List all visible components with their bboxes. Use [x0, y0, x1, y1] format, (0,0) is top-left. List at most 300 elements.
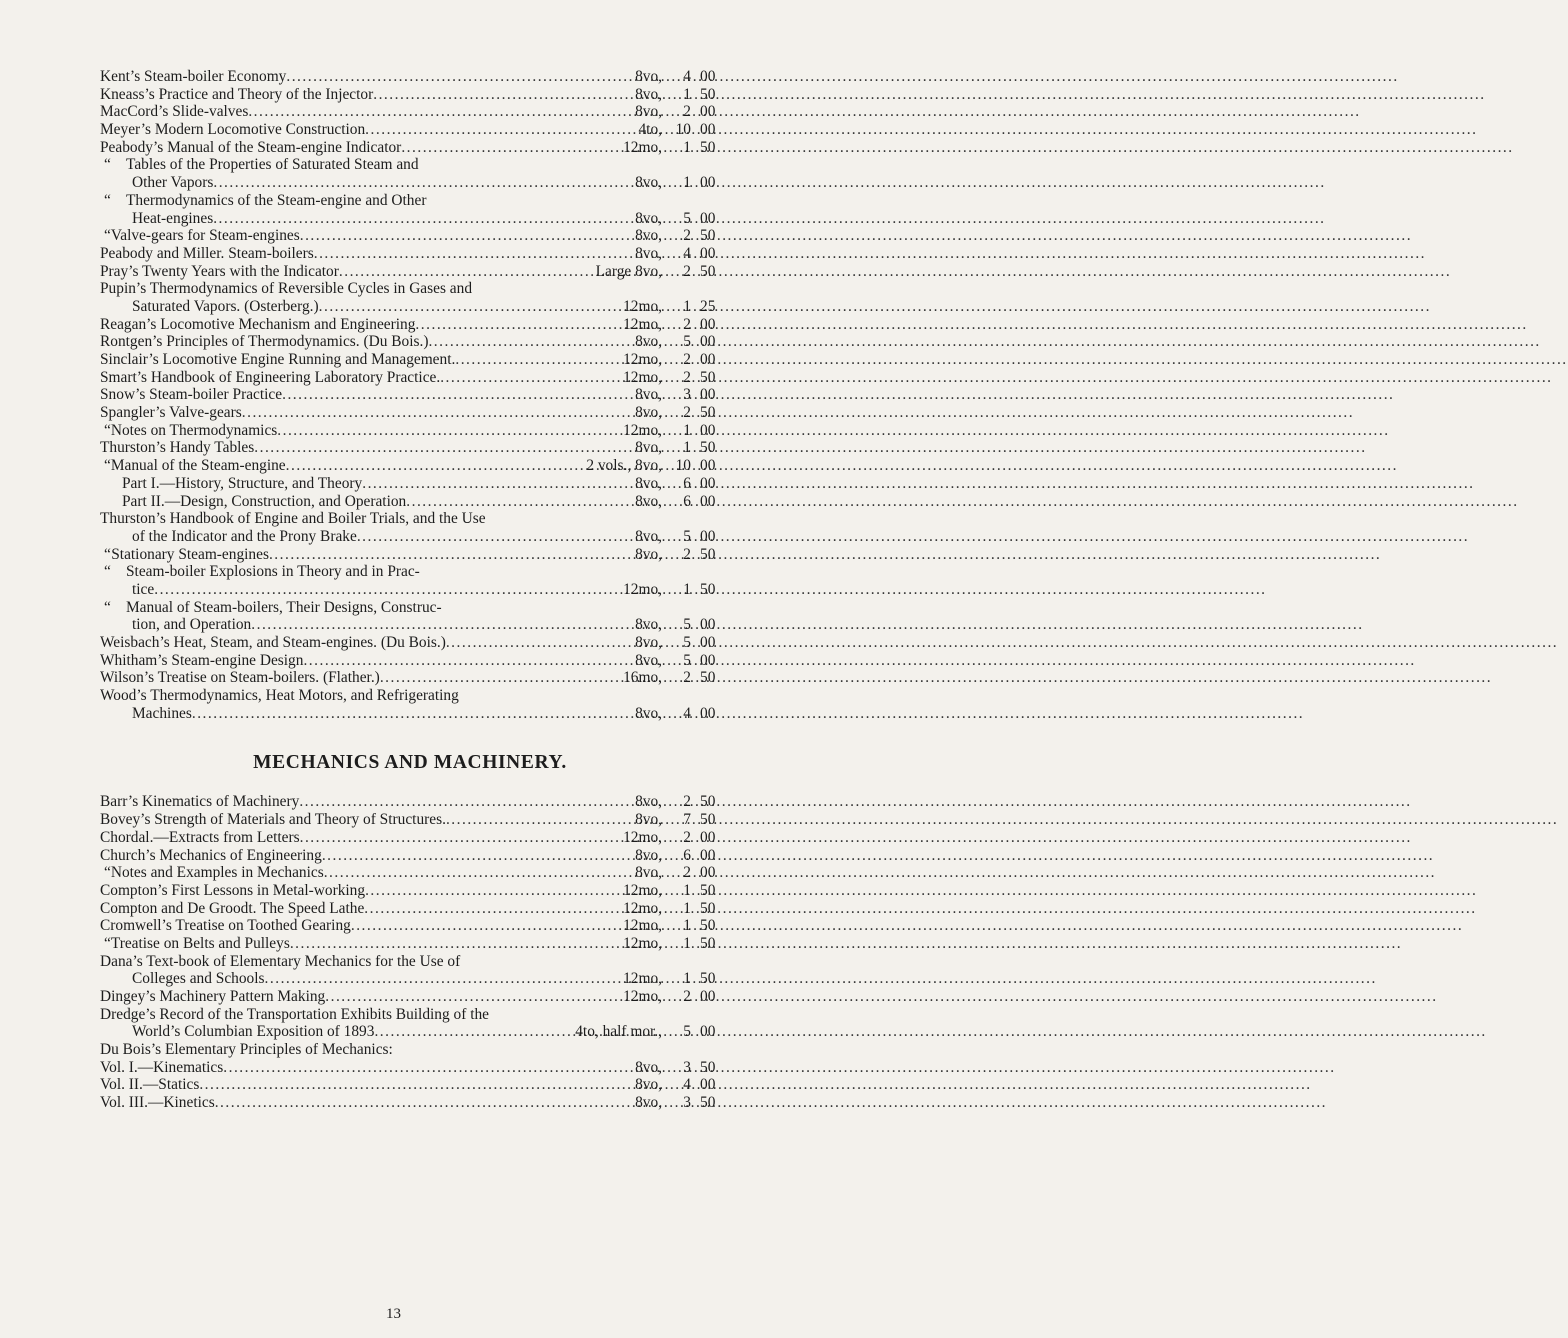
dot-leader — [446, 634, 635, 652]
price-cents: 00 — [700, 704, 716, 722]
price-cents: 00 — [700, 244, 716, 262]
price-dollars: 1 — [683, 138, 691, 156]
entry-price — [662, 493, 720, 511]
entry-title: Pray’s Twenty Years with the Indicator — [100, 262, 339, 280]
dot-leader — [154, 581, 623, 599]
entry-title: World’s Columbian Exposition of 1893 — [132, 1023, 375, 1041]
price-cents: 00 — [700, 988, 716, 1005]
entry-format: 8vo, — [635, 474, 662, 492]
price-cents: 50 — [700, 970, 716, 988]
price-cents: 50 — [700, 793, 716, 811]
entry-format: 12mo, — [623, 934, 662, 952]
dot-leader — [357, 528, 635, 546]
dot-leader — [339, 263, 596, 281]
entry-title: Other Vapors — [132, 174, 214, 192]
price-dollars: 4 — [683, 68, 691, 85]
price-dollars: 1 — [683, 934, 691, 952]
entry-title: Compton’s First Lessons in Metal-working — [100, 881, 366, 899]
catalog-entry — [100, 970, 720, 988]
entry-format: 8vo, — [635, 634, 662, 651]
entry-format: 8vo, — [635, 1094, 662, 1112]
entry-format: 12mo, — [623, 899, 662, 917]
price-dollars: 2 — [683, 351, 691, 368]
ditto-mark: “ — [104, 421, 111, 439]
catalog-entry — [100, 829, 720, 847]
dot-leader — [286, 457, 587, 475]
entry-title: tion, and Operation — [132, 616, 252, 634]
entry-format: 12mo, — [623, 881, 662, 899]
catalog-entry — [100, 1006, 720, 1024]
catalog-page — [100, 68, 720, 1112]
dot-leader — [242, 404, 635, 422]
price-dollars: 2 — [683, 227, 691, 245]
dot-leader — [265, 970, 624, 988]
entry-title: Church’s Mechanics of Engineering — [100, 846, 322, 864]
catalog-entry — [100, 156, 720, 174]
price-cents: 00 — [700, 103, 716, 121]
catalog-entry — [100, 386, 720, 404]
price-cents: 00 — [700, 457, 716, 475]
entry-title: of the Indicator and the Prony Brake — [132, 527, 357, 545]
price-dollars: 5 — [683, 651, 691, 669]
entry-title: Peabody and Miller. Steam-boilers — [100, 244, 314, 262]
entry-format: 12mo, — [623, 368, 662, 386]
dot-leader — [303, 652, 635, 670]
entry-price — [662, 457, 720, 475]
price-cents: 00 — [700, 828, 716, 846]
price-dollars: 5 — [683, 527, 691, 545]
entry-price — [662, 882, 720, 900]
entry-title: Dingey’s Machinery Pattern Making — [100, 988, 326, 1005]
entry-format: 4to, — [638, 121, 662, 139]
entry-title: Snow’s Steam-boiler Practice — [100, 386, 283, 404]
entry-title: Manual of Steam-boilers, Their Designs, Construc- — [126, 598, 442, 616]
catalog-entry — [100, 1094, 720, 1112]
entry-format: 12mo, — [623, 138, 662, 156]
entry-format: 8vo, — [635, 793, 662, 811]
catalog-entry — [100, 687, 720, 705]
entry-title: Notes and Examples in Mechanics — [110, 864, 324, 882]
catalog-entry — [100, 139, 720, 157]
catalog-entry — [100, 652, 720, 670]
price-dollars: 5 — [683, 1023, 691, 1041]
dot-leader — [324, 864, 635, 882]
entry-title: Thurston’s Handbook of Engine and Boiler Trials, and the Use — [100, 510, 486, 528]
price-dollars: 4 — [683, 244, 691, 262]
dot-leader — [401, 139, 623, 157]
dot-leader — [269, 546, 635, 564]
page-number: 13 — [386, 1306, 401, 1322]
dot-leader — [248, 103, 635, 121]
entry-price — [662, 1023, 720, 1041]
price-cents: 50 — [700, 545, 716, 563]
entry-title: Vol. I.—Kinematics — [100, 1058, 224, 1076]
entry-title: Kent’s Steam-boiler Economy — [100, 68, 287, 85]
price-cents: 00 — [700, 1076, 716, 1094]
catalog-entry — [100, 546, 720, 564]
price-dollars: 10 — [675, 457, 691, 475]
price-cents: 00 — [700, 333, 716, 351]
entry-price — [662, 439, 720, 457]
steam-engine-list — [100, 68, 720, 722]
price-cents: 00 — [700, 616, 716, 634]
price-dollars: 5 — [683, 333, 691, 351]
entry-price — [662, 1076, 720, 1094]
price-dollars: 1 — [683, 174, 691, 192]
entry-format: 12mo, — [623, 297, 662, 315]
dot-leader — [215, 1094, 635, 1112]
entry-format: 8vo, — [635, 527, 662, 545]
price-cents: 50 — [700, 1058, 716, 1076]
entry-title: Part II.—Design, Construction, and Operation — [122, 492, 407, 510]
catalog-entry — [100, 351, 720, 369]
entry-format: 12mo, — [623, 580, 662, 598]
entry-title: Wilson’s Treatise on Steam-boilers. (Flather.) — [100, 669, 380, 687]
price-dollars: 2 — [683, 828, 691, 846]
entry-title: Meyer’s Modern Locomotive Construction — [100, 121, 366, 139]
price-cents: 50 — [700, 580, 716, 598]
entry-title: MacCord’s Slide-valves — [100, 103, 249, 121]
price-cents: 50 — [700, 404, 716, 422]
catalog-entry — [100, 280, 720, 298]
entry-price — [662, 970, 720, 988]
price-dollars: 4 — [683, 704, 691, 722]
price-dollars: 2 — [683, 864, 691, 882]
ditto-mark: “ — [104, 545, 111, 563]
entry-title: Heat-engines — [132, 209, 214, 227]
entry-format: 8vo, — [635, 846, 662, 864]
entry-price — [662, 86, 720, 104]
catalog-entry — [100, 988, 720, 1006]
catalog-entry — [100, 227, 720, 245]
entry-title: Du Bois’s Elementary Principles of Mechanics: — [100, 1041, 393, 1059]
price-cents: 50 — [700, 1094, 716, 1112]
dot-leader — [282, 386, 635, 404]
price-dollars: 2 — [683, 103, 691, 121]
dot-leader — [373, 86, 635, 104]
ditto-mark: “ — [104, 191, 111, 209]
dot-leader — [277, 422, 623, 440]
entry-price — [662, 139, 720, 157]
catalog-entry — [100, 599, 720, 617]
entry-title: Part I.—History, Structure, and Theory — [122, 474, 363, 492]
entry-price — [662, 917, 720, 935]
price-dollars: 1 — [683, 580, 691, 598]
dot-leader — [286, 68, 635, 86]
price-cents: 00 — [700, 315, 716, 333]
entry-price — [662, 652, 720, 670]
price-cents: 00 — [700, 527, 716, 545]
entry-title: Treatise on Belts and Pulleys — [110, 934, 290, 952]
entry-title: Chordal.—Extracts from Letters — [100, 828, 300, 846]
price-dollars: 2 — [683, 793, 691, 811]
entry-price — [662, 316, 720, 334]
entry-title: Machines — [132, 704, 192, 722]
entry-title: Reagan’s Locomotive Mechanism and Engineering — [100, 315, 416, 333]
price-cents: 00 — [700, 209, 716, 227]
catalog-entry — [100, 422, 720, 440]
price-cents: 00 — [700, 651, 716, 669]
catalog-entry — [100, 793, 720, 811]
entry-format: 8vo, — [635, 68, 662, 85]
price-dollars: 2 — [683, 404, 691, 422]
price-cents: 25 — [700, 297, 716, 315]
dot-leader — [406, 493, 635, 511]
entry-price — [662, 546, 720, 564]
entry-format: 12mo, — [623, 917, 662, 935]
entry-title: Vol. II.—Statics — [100, 1076, 200, 1094]
dot-leader — [299, 793, 635, 811]
price-dollars: 6 — [683, 474, 691, 492]
catalog-entry — [100, 510, 720, 528]
dot-leader — [455, 351, 623, 369]
entry-price — [662, 263, 720, 281]
catalog-entry — [100, 493, 720, 511]
price-dollars: 3 — [683, 1058, 691, 1076]
entry-title: Notes on Thermodynamics — [110, 421, 278, 439]
dot-leader — [213, 210, 635, 228]
price-cents: 50 — [700, 262, 716, 280]
entry-title: Rontgen’s Principles of Thermodynamics. (Du Bois.) — [100, 333, 429, 351]
catalog-entry — [100, 1041, 720, 1059]
entry-format: 8vo, — [635, 333, 662, 351]
price-cents: 50 — [700, 85, 716, 103]
dot-leader — [300, 829, 624, 847]
dot-leader — [290, 935, 623, 953]
dot-leader — [199, 1076, 635, 1094]
price-cents: 00 — [700, 386, 716, 404]
entry-format: 8vo, — [635, 85, 662, 103]
entry-price — [662, 210, 720, 228]
catalog-entry — [100, 953, 720, 971]
entry-price — [662, 1059, 720, 1077]
dot-leader — [254, 439, 635, 457]
dot-leader — [314, 245, 635, 263]
entry-title: Dana’s Text-book of Elementary Mechanics for the Use of — [100, 952, 461, 970]
price-cents: 50 — [700, 899, 716, 917]
catalog-entry — [100, 298, 720, 316]
price-dollars: 5 — [683, 634, 691, 651]
entry-format: 12mo, — [623, 351, 662, 368]
price-dollars: 2 — [683, 315, 691, 333]
entry-format: 8vo, — [635, 616, 662, 634]
price-cents: 00 — [700, 474, 716, 492]
catalog-entry — [100, 616, 720, 634]
entry-title: Thurston’s Handy Tables — [100, 439, 255, 457]
catalog-entry — [100, 563, 720, 581]
entry-format: 8vo, — [635, 545, 662, 563]
entry-title: Colleges and Schools — [132, 970, 265, 988]
price-dollars: 3 — [683, 1094, 691, 1112]
entry-price — [662, 669, 720, 687]
entry-format: 8vo, — [635, 227, 662, 245]
catalog-entry — [100, 528, 720, 546]
price-cents: 00 — [700, 492, 716, 510]
catalog-entry — [100, 900, 720, 918]
entry-price — [662, 705, 720, 723]
catalog-entry — [100, 316, 720, 334]
entry-title: Manual of the Steam-engine — [110, 457, 286, 475]
catalog-entry — [100, 669, 720, 687]
entry-format: 8vo, — [635, 439, 662, 457]
price-dollars: 5 — [683, 209, 691, 227]
entry-format: 8vo, — [635, 704, 662, 722]
catalog-entry — [100, 935, 720, 953]
price-cents: 00 — [700, 1023, 716, 1041]
entry-format: 12mo, — [623, 970, 662, 988]
catalog-entry — [100, 263, 720, 281]
entry-title: Pupin’s Thermodynamics of Reversible Cycles in Gases and — [100, 280, 473, 298]
catalog-entry — [100, 121, 720, 139]
ditto-mark: “ — [104, 934, 111, 952]
catalog-entry — [100, 369, 720, 387]
price-dollars: 2 — [683, 988, 691, 1005]
dot-leader — [440, 369, 623, 387]
entry-price — [662, 369, 720, 387]
entry-title: Cromwell’s Treatise on Toothed Gearing — [100, 917, 351, 935]
entry-price — [662, 581, 720, 599]
ditto-mark: “ — [104, 156, 111, 174]
entry-title: Smart’s Handbook of Engineering Laboratory Practice. — [100, 368, 441, 386]
catalog-entry — [100, 439, 720, 457]
price-dollars: 2 — [683, 669, 691, 687]
entry-price — [662, 422, 720, 440]
catalog-entry — [100, 245, 720, 263]
entry-title: Sinclair’s Locomotive Engine Running and Management. — [100, 351, 456, 368]
dot-leader — [364, 900, 623, 918]
price-dollars: 1 — [683, 881, 691, 899]
entry-title: Valve-gears for Steam-engines — [110, 227, 300, 245]
price-dollars: 1 — [683, 970, 691, 988]
catalog-entry — [100, 404, 720, 422]
price-cents: 50 — [700, 881, 716, 899]
entry-price — [662, 634, 720, 652]
entry-price — [662, 68, 720, 86]
entry-format: 8vo, — [635, 404, 662, 422]
price-cents: 50 — [700, 917, 716, 935]
entry-title: Whitham’s Steam-engine Design — [100, 651, 304, 669]
catalog-entry — [100, 68, 720, 86]
entry-format: 8vo, — [635, 651, 662, 669]
entry-price — [662, 351, 720, 369]
entry-format: 16mo, — [623, 669, 662, 687]
dot-leader — [322, 847, 635, 865]
entry-format: 8vo, — [635, 244, 662, 262]
dot-leader — [365, 882, 623, 900]
catalog-entry — [100, 705, 720, 723]
catalog-entry — [100, 1059, 720, 1077]
catalog-entry — [100, 917, 720, 935]
entry-title: tice — [132, 580, 155, 598]
entry-title: Thermodynamics of the Steam-engine and Other — [126, 191, 427, 209]
entry-format: 2 vols., 8vo, — [586, 457, 662, 475]
catalog-entry — [100, 457, 720, 475]
entry-price — [662, 829, 720, 847]
price-dollars: 1 — [683, 439, 691, 457]
price-cents: 50 — [700, 811, 716, 829]
price-dollars: 6 — [683, 492, 691, 510]
ditto-mark: “ — [104, 457, 111, 475]
price-dollars: 5 — [683, 616, 691, 634]
entry-title: Weisbach’s Heat, Steam, and Steam-engines. (Du Bois.) — [100, 634, 446, 651]
catalog-entry — [100, 847, 720, 865]
ditto-mark: “ — [104, 227, 111, 245]
price-dollars: 1 — [683, 421, 691, 439]
catalog-entry — [100, 634, 720, 652]
catalog-entry — [100, 333, 720, 351]
dot-leader — [223, 1059, 635, 1077]
entry-price — [662, 174, 720, 192]
catalog-entry — [100, 882, 720, 900]
entry-price — [662, 528, 720, 546]
catalog-entry — [100, 86, 720, 104]
price-dollars: 2 — [683, 545, 691, 563]
entry-price — [662, 988, 720, 1006]
entry-title: Stationary Steam-engines — [111, 545, 269, 563]
entry-format: 8vo, — [635, 1076, 662, 1094]
price-dollars: 3 — [683, 386, 691, 404]
price-cents: 00 — [700, 351, 716, 368]
price-cents: 00 — [700, 121, 716, 139]
dot-leader — [362, 475, 635, 493]
section-heading: MECHANICS AND MACHINERY. — [253, 752, 567, 774]
entry-format: 8vo, — [635, 174, 662, 192]
price-dollars: 7 — [683, 811, 691, 829]
entry-title: Bovey’s Strength of Materials and Theory of Structures. — [100, 811, 446, 829]
price-cents: 00 — [700, 68, 716, 85]
entry-format: 8vo, — [635, 864, 662, 882]
entry-price — [662, 616, 720, 634]
price-dollars: 6 — [683, 846, 691, 864]
entry-title: Peabody’s Manual of the Steam-engine Indicator — [100, 138, 402, 156]
entry-title: Barr’s Kinematics of Machinery — [100, 793, 300, 811]
catalog-entry — [100, 581, 720, 599]
price-dollars: 1 — [683, 917, 691, 935]
price-cents: 50 — [700, 227, 716, 245]
entry-price — [662, 847, 720, 865]
dot-leader — [365, 121, 638, 139]
price-dollars: 2 — [683, 262, 691, 280]
ditto-mark: “ — [104, 563, 111, 581]
price-cents: 00 — [700, 864, 716, 882]
entry-price — [662, 227, 720, 245]
entry-price — [662, 475, 720, 493]
entry-title: Steam-boiler Explosions in Theory and in Prac- — [126, 563, 420, 581]
price-dollars: 1 — [683, 85, 691, 103]
entry-title: Compton and De Groodt. The Speed Lathe — [100, 899, 365, 917]
price-cents: 00 — [700, 846, 716, 864]
entry-title: Vol. III.—Kinetics — [100, 1094, 215, 1112]
dot-leader — [325, 988, 623, 1006]
catalog-entry — [100, 103, 720, 121]
price-dollars: 2 — [683, 368, 691, 386]
price-cents: 00 — [700, 174, 716, 192]
dot-leader — [251, 616, 635, 634]
catalog-entry — [100, 864, 720, 882]
entry-format: 12mo, — [623, 988, 662, 1005]
dot-leader — [446, 811, 635, 829]
dot-leader — [351, 917, 623, 935]
entry-price — [662, 864, 720, 882]
entry-price — [662, 298, 720, 316]
price-cents: 50 — [700, 439, 716, 457]
entry-price — [662, 404, 720, 422]
price-dollars: 4 — [683, 1076, 691, 1094]
dot-leader — [380, 669, 623, 687]
catalog-entry — [100, 475, 720, 493]
entry-price — [662, 935, 720, 953]
entry-price — [662, 793, 720, 811]
